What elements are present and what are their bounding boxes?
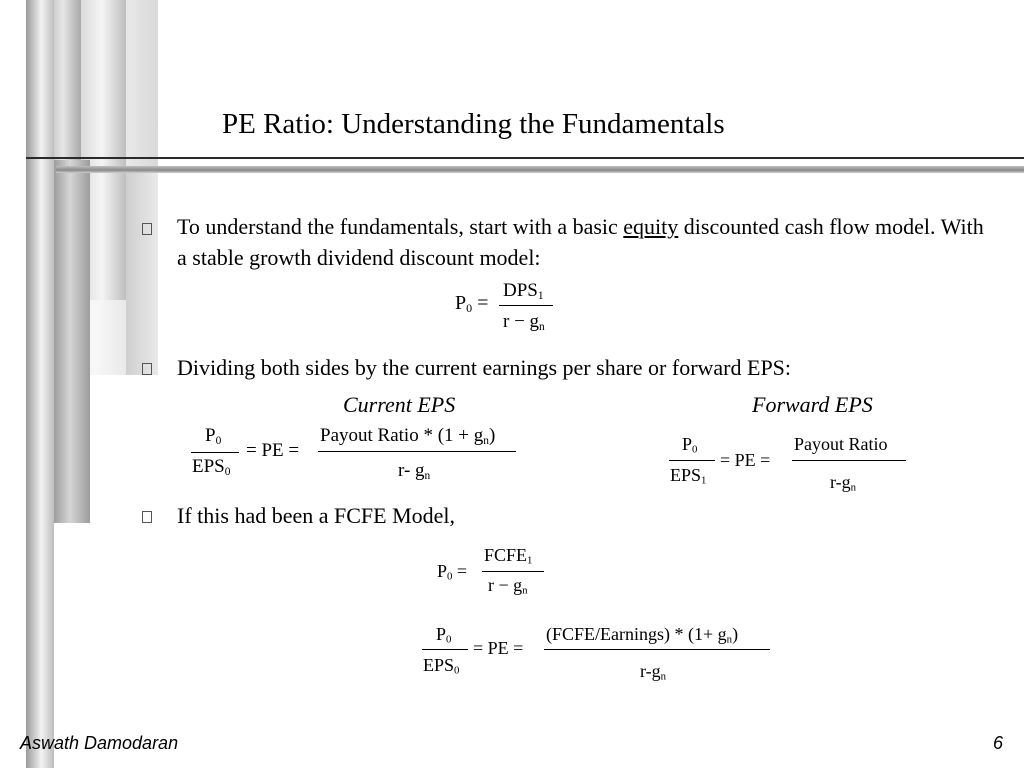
fraction-bar bbox=[544, 649, 770, 650]
fraction-bar bbox=[669, 460, 715, 461]
eq3-left-denominator: $EPS_1$ bbox=[670, 465, 707, 487]
eq3-right-numerator: Payout Ratio bbox=[794, 434, 888, 454]
fraction-bar bbox=[422, 649, 468, 650]
eq5-left-denominator: $EPS_0$ bbox=[423, 655, 460, 677]
bullet-text-3: If this had been a FCFE Model, bbox=[177, 503, 456, 528]
eq4-denominator: $r - g_n$ bbox=[488, 575, 528, 597]
eq1-lhs: $P_0$ = bbox=[455, 292, 489, 315]
label-forward-eps: Forward EPS bbox=[752, 392, 873, 417]
eq5-right-numerator: (FCFE/Earnings) * $(1+ g_n)$ bbox=[546, 624, 739, 646]
eq5-right-denominator: $r-g_n$ bbox=[640, 661, 667, 683]
fraction-bar bbox=[792, 460, 906, 461]
fraction-bar bbox=[482, 571, 544, 572]
equity-term: equity bbox=[623, 214, 679, 239]
eq4-lhs: $P_0$ = bbox=[437, 561, 468, 583]
bullet-text-1: To understand the fundamentals, start with a basic equity discounted cash flow model. With a stable growth dividend discount model: bbox=[177, 214, 984, 270]
eq5-equals-pe: = PE = bbox=[473, 638, 524, 658]
eq3-left-numerator: $P_0$ bbox=[682, 434, 698, 456]
eq2-right-denominator: r- $g_n$ bbox=[398, 460, 431, 482]
page-number: 6 bbox=[993, 733, 1004, 753]
label-current-eps: Current EPS bbox=[343, 392, 456, 417]
eq5-left-numerator: $P_0$ bbox=[436, 624, 452, 646]
bullet-text-2: Dividing both sides by the current earnings per share or forward EPS: bbox=[177, 355, 792, 380]
decor-bar bbox=[126, 170, 158, 375]
slide-title: PE Ratio: Understanding the Fundamentals bbox=[222, 108, 725, 140]
title-divider-shadow bbox=[56, 166, 1024, 173]
eq4-numerator: $FCFE_1$ bbox=[484, 545, 533, 567]
eq3-equals-pe: = PE = bbox=[720, 450, 771, 470]
eq2-left-numerator: $P_0$ bbox=[205, 425, 222, 447]
eq2-equals-pe: = PE = bbox=[246, 440, 300, 461]
bullet-marker bbox=[142, 511, 152, 523]
eq1-numerator: $DPS_1$ bbox=[503, 280, 544, 302]
eq2-left-denominator: $EPS_0$ bbox=[192, 456, 231, 478]
eq2-right-numerator: Payout Ratio * $(1 + g_n)$ bbox=[320, 425, 496, 447]
decor-bar bbox=[26, 0, 54, 768]
eq1-denominator: $r - g_n$ bbox=[503, 311, 545, 333]
fraction-bar bbox=[191, 452, 239, 453]
bullet-marker bbox=[142, 363, 152, 375]
decor-bar bbox=[50, 160, 90, 523]
title-divider bbox=[26, 157, 1024, 159]
fraction-bar bbox=[499, 305, 553, 306]
bullet-marker bbox=[142, 223, 152, 235]
eq3-right-denominator: $r-g_n$ bbox=[830, 472, 857, 494]
fraction-bar bbox=[318, 451, 516, 452]
footer-author: Aswath Damodaran bbox=[20, 733, 179, 753]
